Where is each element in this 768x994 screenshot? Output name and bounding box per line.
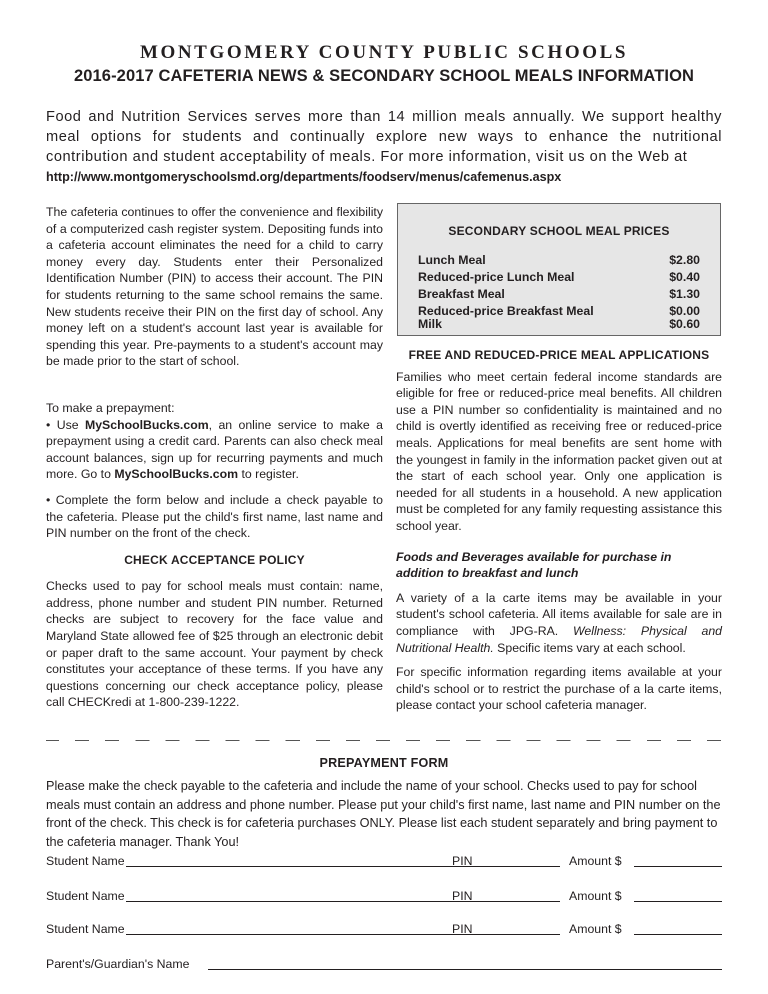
price-row (418, 253, 700, 267)
student-name-field[interactable] (126, 934, 490, 935)
free-reduced-text: Families who meet certain federal income standards are eligible for free or reduced-price meal benefits. All children use a PIN number so confidentiality is maintained and no child is overtly identified as receiving free or reduced-price meals. Applications for meal benefits are sent home with the youngest in family in the information packet given out at the start of each school year. Only one application is needed for all students in a household. A new application must be completed for any family requesting assistance this school year. (396, 369, 722, 533)
student-row (46, 889, 722, 907)
myschoolbucks-link-2[interactable]: MySchoolBucks.com (114, 467, 239, 482)
right-column (396, 347, 722, 714)
bullet-text: • Use (46, 417, 85, 432)
pin-label: PIN (452, 889, 473, 903)
student-name-label: Student Name (46, 854, 125, 868)
page-subtitle: 2016-2017 CAFETERIA NEWS & SECONDARY SCHOOL MEALS INFORMATION (73, 67, 695, 85)
price-row (418, 317, 700, 331)
price-label: Breakfast Meal (418, 287, 505, 301)
page-title: MONTGOMERY COUNTY PUBLIC SCHOOLS (139, 42, 629, 63)
meal-prices-heading: SECONDARY SCHOOL MEAL PRICES (448, 224, 670, 238)
prepay-bullet-online (46, 417, 383, 483)
student-row (46, 854, 722, 872)
pin-label: PIN (452, 854, 473, 868)
left-column (46, 204, 383, 711)
cash-register-paragraph: The cafeteria continues to offer the convenience and flexibility of a computerized cash register system. Depositing funds into a cafeteria account eliminates the need for a child to carry money every day. Students enter their Personalized Identification Number (PIN) to access their account. The PIN for students returning to the same school remains the same. New students receive their PIN on the first day of school. Any money left on a student's account last year is available for spending this year. Pre-payments to a student's account may be made prior to the start of school. (46, 205, 383, 369)
price-label: Reduced-price Breakfast Meal (418, 304, 594, 318)
price-row (418, 270, 700, 284)
parent-name-label: Parent's/Guardian's Name (46, 957, 190, 971)
check-policy-heading: CHECK ACCEPTANCE POLICY (124, 552, 305, 567)
amount-label: Amount $ (569, 854, 622, 868)
amount-field[interactable] (634, 866, 722, 867)
student-row (46, 922, 722, 940)
foods-heading: Foods and Beverages available for purchase in addition to breakfast and lunch (396, 549, 672, 581)
amount-label: Amount $ (569, 889, 622, 903)
price-label: Lunch Meal (418, 253, 486, 267)
price-value: $0.40 (669, 270, 700, 284)
meal-prices-box (397, 203, 721, 336)
foods-paragraph-1 (396, 590, 722, 656)
myschoolbucks-link[interactable]: MySchoolBucks.com (84, 417, 209, 432)
prepay-bullet-check: • Complete the form below and include a check payable to the cafeteria. Please put the child's first name, last name and PIN number on the front of the check. (46, 492, 383, 541)
student-name-field[interactable] (126, 866, 490, 867)
pin-label: PIN (452, 922, 473, 936)
foods-text: Specific items vary at each school. (493, 640, 686, 655)
parent-row (46, 957, 722, 975)
amount-field[interactable] (634, 901, 722, 902)
amount-label: Amount $ (569, 922, 622, 936)
price-value: $2.80 (669, 253, 700, 267)
pin-field[interactable] (478, 866, 560, 867)
wellness-policy-title: Wellness: Physical and Nutritional Health. (396, 623, 722, 655)
foods-text: A variety of a la carte items may be available in your student's school cafeteria. All items available for sale are in compliance with JPG-RA. (396, 590, 722, 638)
price-value: $0.00 (669, 304, 700, 318)
price-value: $1.30 (669, 287, 700, 301)
cut-line-divider (46, 740, 722, 741)
price-value: $0.60 (669, 317, 700, 331)
free-reduced-heading: FREE AND REDUCED-PRICE MEAL APPLICATIONS (408, 348, 710, 362)
cafe-menus-link[interactable]: http://www.montgomeryschoolsmd.org/departments/foodserv/menus/cafemenus.aspx (46, 170, 562, 184)
price-label: Reduced-price Lunch Meal (418, 270, 575, 284)
foods-paragraph-2: For specific information regarding items available at your child's school or to restrict the purchase of a la carte items, please contact your school cafeteria manager. (396, 665, 722, 713)
student-name-field[interactable] (126, 901, 490, 902)
price-label: Milk (418, 317, 442, 331)
intro-paragraph (46, 107, 722, 187)
price-row (418, 304, 700, 318)
intro-text: Food and Nutrition Services serves more than 14 million meals annually. We support healthy meal options for students and continually explore new ways to enhance the nutritional contribution and student acceptability of meals. For more information, visit us on the Web at (46, 109, 722, 165)
prepayment-form-instructions: Please make the check payable to the cafeteria and include the name of your school. Checks used to pay for school meals must contain an address and phone number. Please put your child's first name, last name and PIN number on the front of the check. This check is for cafeteria purchases ONLY. Please list each student separately and bring payment to the cafeteria manager. Thank You! (46, 779, 721, 849)
bullet-text: , an online service to make a prepayment using a credit card. Parents can also check meal account balances, sign up for recurring payments and much more. Go to (46, 417, 383, 482)
pin-field[interactable] (478, 901, 560, 902)
parent-name-field[interactable] (208, 969, 722, 970)
check-policy-text: Checks used to pay for school meals must contain: name, address, phone number and student PIN number. Returned checks are subject to recovery for the face value and Maryland State allowed fee of $25 through an electronic debit or paper draft to the same account. Your payment by check constitutes your acceptance of these terms. If you have any questions concerning our check acceptance policy, please call CHECKredi at 1-800-239-1222. (46, 579, 383, 710)
student-name-label: Student Name (46, 922, 125, 936)
prepay-heading: To make a prepayment: (46, 400, 175, 415)
prepayment-form-heading: PREPAYMENT FORM (319, 756, 449, 770)
price-row (418, 287, 700, 301)
student-name-label: Student Name (46, 889, 125, 903)
amount-field[interactable] (634, 934, 722, 935)
pin-field[interactable] (478, 934, 560, 935)
bullet-text: to register. (238, 467, 299, 482)
